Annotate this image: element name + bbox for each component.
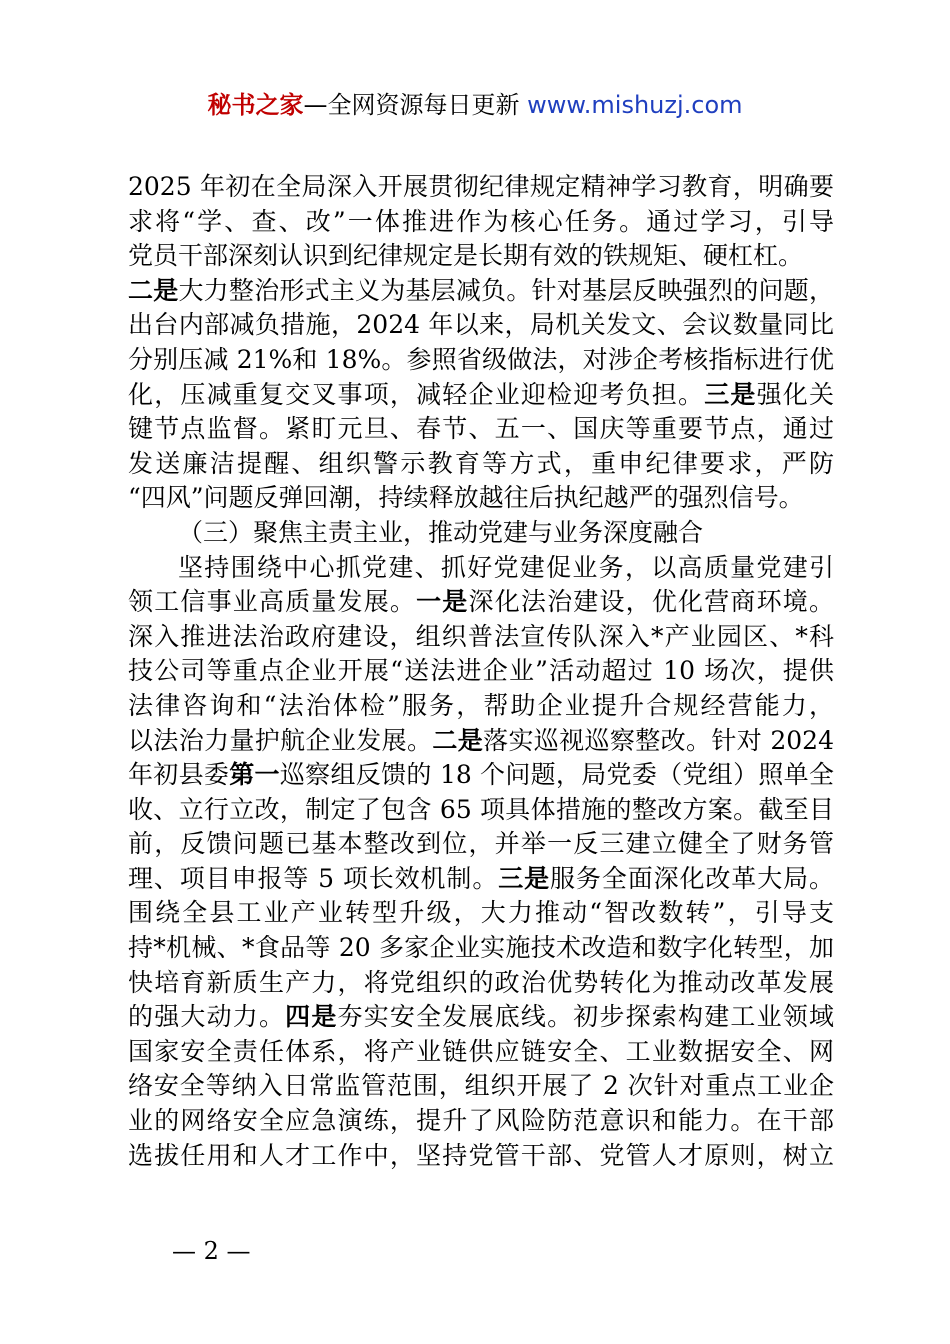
text-run: 求将“学、查、改”一体推进作为核心任务。通过学习，引导 [128, 206, 834, 236]
text-run: 落实巡视巡察整改。针对 2024 [483, 725, 834, 755]
text-run: 夯实安全发展底线。初步探索构建工业领域 [337, 1002, 834, 1032]
text-run: 选拔任用和人才工作中，坚持党管干部、党管人才原则，树立 [128, 1140, 834, 1170]
text-run: 出台内部减负措施，2024 年以来，局机关发文、会议数量同比 [128, 310, 834, 340]
text-line [128, 239, 834, 274]
text-line [128, 862, 834, 897]
text-line [128, 1104, 834, 1139]
text-line [128, 378, 834, 413]
text-line [128, 827, 834, 862]
site-banner [0, 88, 950, 122]
text-line [128, 308, 834, 343]
text-run: 技公司等重点企业开展“送法进企业”活动超过 10 场次，提供 [128, 656, 834, 686]
text-line [128, 758, 834, 793]
bold-lead-in: 一是 [416, 587, 469, 617]
text-line [128, 1000, 834, 1035]
text-line [128, 1139, 834, 1174]
text-line [128, 966, 834, 1001]
text-run: 大力整治形式主义为基层减负。针对基层反映强烈的问题， [178, 275, 834, 305]
text-run: 分别压减 21%和 18%。参照省级做法，对涉企考核指标进行优 [128, 344, 834, 374]
text-line [128, 516, 834, 551]
text-run: 理、项目申报等 5 项长效机制。 [128, 863, 499, 893]
text-line [128, 931, 834, 966]
text-line [128, 1069, 834, 1104]
text-line [128, 170, 834, 205]
text-line [128, 412, 834, 447]
text-run: “四风”问题反弹回潮，持续释放越往后执纪越严的强烈信号。 [128, 483, 804, 513]
text-run: 快培育新质生产力，将党组织的政治优势转化为推动改革发展 [128, 967, 834, 997]
page-number: — 2 — [172, 1237, 251, 1265]
text-run: 党员干部深刻认识到纪律规定是长期有效的铁规矩、硬杠杠。 [128, 241, 804, 271]
text-line [128, 724, 834, 759]
text-line [128, 793, 834, 828]
site-url[interactable]: www.mishuzj.com [527, 91, 743, 119]
text-run: 络安全等纳入日常监管范围，组织开展了 2 次针对重点工业企 [128, 1071, 834, 1101]
text-line [128, 343, 834, 378]
text-run: 的强大动力。 [128, 1002, 286, 1032]
text-run: 持*机械、*食品等 20 多家企业实施技术改造和数字化转型，加 [128, 933, 834, 963]
text-run: 键节点监督。紧盯元旦、春节、五一、国庆等重要节点，通过 [128, 414, 834, 444]
bold-lead-in: 四是 [285, 1002, 338, 1032]
text-line [128, 585, 834, 620]
text-run: 巡察组反馈的 18 个问题，局党委（党组）照单全 [279, 760, 834, 790]
text-line [128, 205, 834, 240]
document-body [128, 170, 834, 1173]
bold-lead-in: 三是 [704, 379, 757, 409]
text-line [128, 620, 834, 655]
text-line [128, 1035, 834, 1070]
text-run: 法律咨询和“法治体检”服务，帮助企业提升合规经营能力， [128, 690, 834, 720]
bold-lead-in: 三是 [498, 863, 551, 893]
text-run: 围绕全县工业产业转型升级，大力推动“智改数转”，引导支 [128, 898, 834, 928]
banner-slogan: —全网资源每日更新 [303, 91, 528, 119]
bold-lead-in: 第一 [229, 760, 280, 790]
text-run: 以法治力量护航企业发展。 [128, 725, 433, 755]
text-run: 收、立行立改，制定了包含 65 项具体措施的整改方案。截至目 [128, 794, 834, 824]
text-run: 深化法治建设，优化营商环境。 [468, 587, 834, 617]
text-run: 化，压减重复交叉事项，减轻企业迎检迎考负担。 [128, 379, 705, 409]
text-run: 国家安全责任体系，将产业链供应链安全、工业数据安全、网 [128, 1036, 834, 1066]
text-run: 年初县委 [128, 760, 230, 790]
text-run: 2025 年初在全局深入开展贯彻纪律规定精神学习教育，明确要 [128, 172, 834, 201]
text-run: 领工信事业高质量发展。 [128, 587, 417, 617]
text-line [128, 481, 834, 516]
text-line [128, 654, 834, 689]
brand-name: 秘书之家 [207, 91, 304, 119]
bold-lead-in: 二是 [432, 725, 484, 755]
text-line [128, 896, 834, 931]
text-run: 强化关 [756, 379, 834, 409]
text-run: （三）聚焦主责主业，推动党建与业务深度融合 [178, 517, 704, 547]
bold-lead-in: 二是 [128, 275, 179, 305]
text-run: 业的网络安全应急演练，提升了风险防范意识和能力。在干部 [128, 1106, 834, 1136]
text-line [128, 689, 834, 724]
text-line [128, 447, 834, 482]
text-run: 坚持围绕中心抓党建、抓好党建促业务，以高质量党建引 [178, 552, 834, 582]
text-run: 深入推进法治政府建设，组织普法宣传队深入*产业园区、*科 [128, 621, 834, 651]
text-run: 服务全面深化改革大局。 [550, 863, 834, 893]
text-run: 发送廉洁提醒、组织警示教育等方式，重申纪律要求，严防 [128, 448, 834, 478]
text-run: 前，反馈问题已基本整改到位，并举一反三建立健全了财务管 [128, 829, 834, 859]
text-line [128, 274, 834, 309]
text-line [128, 551, 834, 586]
